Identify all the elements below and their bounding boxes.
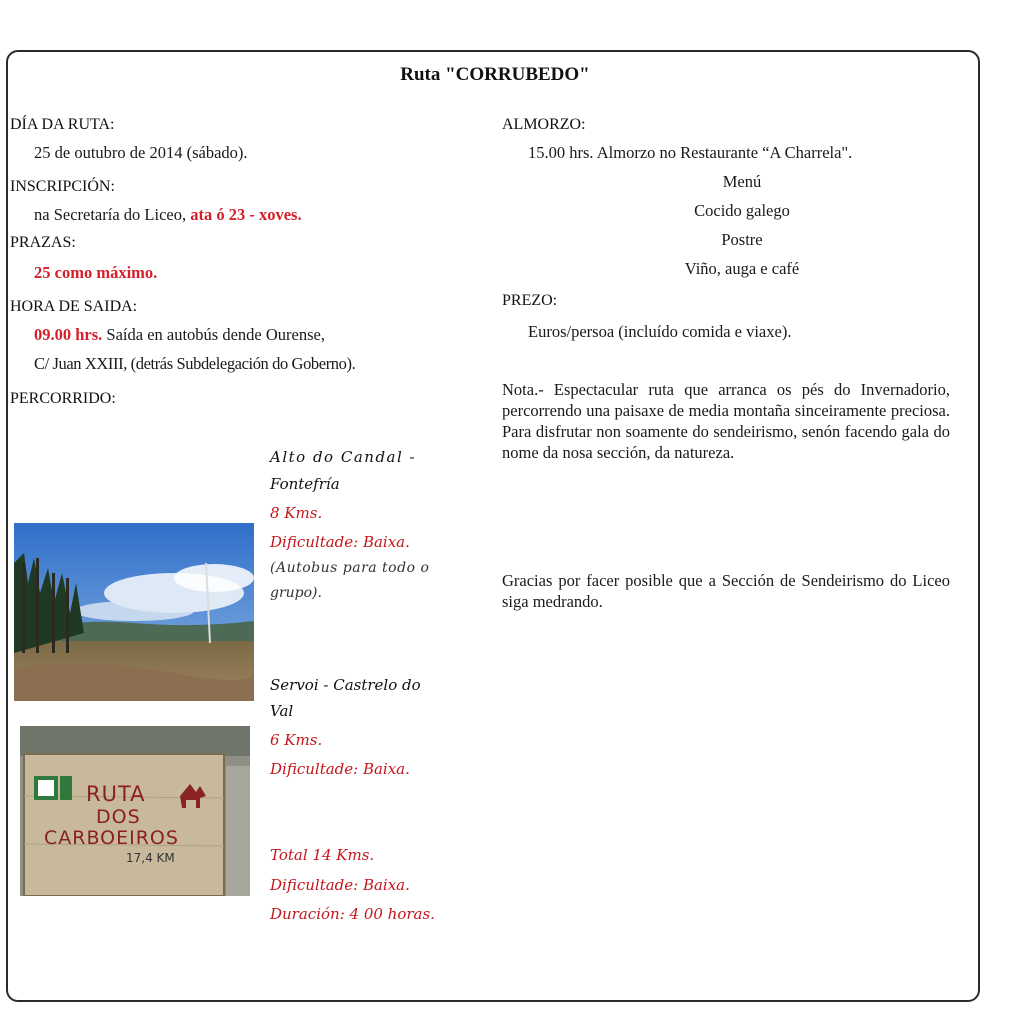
trail-sign-photo bbox=[20, 726, 250, 896]
seg1-name-2: Fontefría bbox=[270, 475, 340, 493]
prazas-label: PRAZAS: bbox=[10, 234, 76, 251]
prezo-label: PREZO: bbox=[502, 292, 558, 309]
sign-line2: DOS bbox=[96, 806, 141, 828]
hora-text: Saída en autobús dende Ourense, bbox=[106, 325, 325, 344]
total-difficulty: Dificultade: Baixa. bbox=[270, 876, 410, 894]
menu-item: Postre bbox=[721, 230, 763, 249]
seg1-note-1: (Autobus para todo o bbox=[270, 560, 430, 576]
prazas-value: 25 como máximo. bbox=[34, 263, 158, 282]
prezo-text: Euros/persoa (incluído comida e viaxe). bbox=[528, 322, 792, 341]
menu-item: Menú bbox=[722, 172, 762, 191]
almorzo-label: ALMORZO: bbox=[502, 116, 586, 133]
menu-item: Viño, auga e café bbox=[684, 259, 800, 278]
percorrido-label: PERCORRIDO: bbox=[10, 390, 116, 407]
hora-time: 09.00 hrs. bbox=[34, 325, 103, 344]
seg2-km: 6 Kms. bbox=[270, 731, 323, 749]
page-title: Ruta "CORRUBEDO" bbox=[400, 64, 590, 85]
seg2-difficulty: Dificultade: Baixa. bbox=[270, 760, 410, 778]
seg2-name-1: Servoi - Castrelo do bbox=[270, 676, 421, 694]
document-frame bbox=[6, 50, 980, 1002]
almorzo-text: 15.00 hrs. Almorzo no Restaurante “A Charrela". bbox=[528, 143, 853, 162]
nota-paragraph: Nota.- Espectacular ruta que arranca os pés do Invernadorio, percorrendo una paisaxe de media montaña sinceiramente preciosa. Para disfrutar non soamente do sendeirismo, senón facendo gala do nome da nosa sección, da natureza. bbox=[502, 380, 950, 462]
inscripcion-where: na Secretaría do Liceo, bbox=[34, 205, 187, 224]
seg1-name-1: Alto do Candal - bbox=[270, 448, 417, 466]
inscripcion-label: INSCRIPCIÓN: bbox=[10, 178, 115, 195]
total-duration: Duración: 4 00 horas. bbox=[270, 905, 435, 923]
total-km: Total 14 Kms. bbox=[270, 846, 375, 864]
seg1-note-2: grupo). bbox=[270, 585, 322, 601]
dia-value: 25 de outubro de 2014 (sábado). bbox=[34, 143, 248, 162]
hora-label: HORA DE SAIDA: bbox=[10, 298, 138, 315]
gracias-paragraph: Gracias por facer posible que a Sección de Sendeirismo do Liceo siga medrando. bbox=[502, 571, 950, 611]
seg1-km: 8 Kms. bbox=[270, 504, 323, 522]
dia-label: DÍA DA RUTA: bbox=[10, 116, 115, 133]
inscripcion-text bbox=[34, 205, 302, 225]
seg1-difficulty: Dificultade: Baixa. bbox=[270, 533, 410, 551]
landscape-photo bbox=[14, 523, 254, 701]
sign-line4: 17,4 KM bbox=[126, 851, 175, 865]
hora-address: C/ Juan XXIII, (detrás Subdelegación do Goberno). bbox=[34, 354, 356, 373]
inscripcion-deadline: ata ó 23 - xoves. bbox=[190, 205, 302, 224]
sign-line1: RUTA bbox=[86, 782, 146, 806]
hora-line bbox=[34, 325, 325, 345]
seg2-name-2: Val bbox=[270, 702, 294, 720]
menu-item: Cocido galego bbox=[694, 201, 790, 220]
sign-line3: CARBOEIROS bbox=[44, 827, 179, 849]
